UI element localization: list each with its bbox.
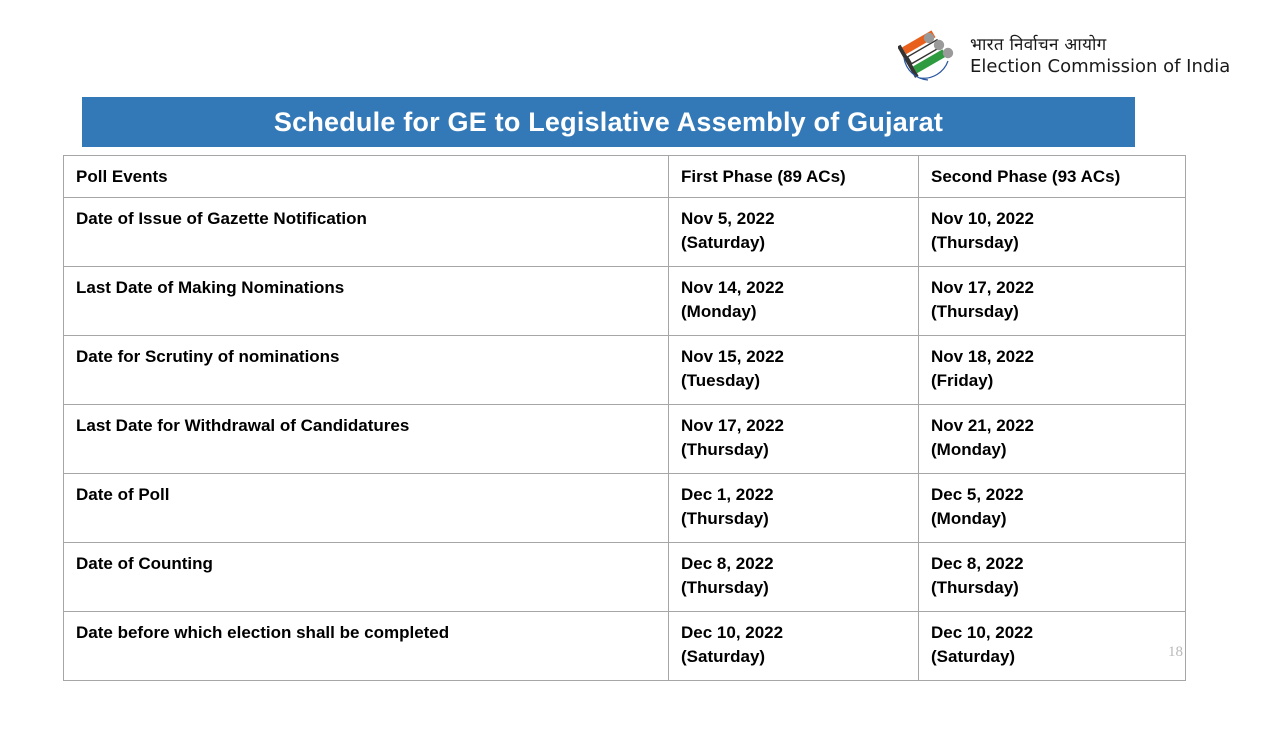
- slide-title: Schedule for GE to Legislative Assembly of Gujarat: [273, 106, 944, 137]
- table-row-date-of-poll: [64, 474, 1186, 543]
- eci-branding: [898, 28, 1230, 84]
- slide-title-banner: [82, 97, 1135, 147]
- cell-event: Last Date of Making Nominations: [64, 267, 669, 336]
- cell-first-phase: [669, 612, 919, 681]
- cell-weekday: (Thursday): [931, 301, 1019, 321]
- cell-event: Date of Poll: [64, 474, 669, 543]
- cell-second-phase: [919, 543, 1186, 612]
- cell-weekday: (Tuesday): [681, 370, 761, 390]
- cell-date: Nov 18, 2022: [931, 347, 1035, 367]
- cell-date: Nov 17, 2022: [931, 278, 1035, 298]
- eci-emblem-icon: [898, 28, 960, 84]
- cell-date: Dec 1, 2022: [681, 485, 774, 505]
- cell-date: Nov 15, 2022: [681, 347, 785, 367]
- cell-second-phase: [919, 267, 1186, 336]
- cell-weekday: (Thursday): [931, 577, 1019, 597]
- cell-weekday: (Monday): [931, 439, 1007, 459]
- cell-event: Date of Issue of Gazette Notification: [64, 198, 669, 267]
- cell-weekday: (Thursday): [681, 508, 769, 528]
- slide-page-number: 18: [1168, 644, 1183, 660]
- cell-date: Dec 8, 2022: [681, 554, 774, 574]
- cell-event: Date of Counting: [64, 543, 669, 612]
- eci-brand-text: [970, 35, 1230, 77]
- column-header-poll-events: Poll Events: [64, 156, 669, 198]
- cell-event: Date for Scrutiny of nominations: [64, 336, 669, 405]
- cell-second-phase: [919, 336, 1186, 405]
- cell-second-phase: [919, 405, 1186, 474]
- column-header-second-phase: Second Phase (93 ACs): [919, 156, 1186, 198]
- cell-second-phase: [919, 612, 1186, 681]
- table-row: [64, 543, 1186, 612]
- election-schedule-table: [63, 155, 1186, 681]
- cell-weekday: (Saturday): [931, 646, 1016, 666]
- table-row: [64, 267, 1186, 336]
- cell-date: Nov 14, 2022: [681, 278, 785, 298]
- cell-weekday: (Friday): [931, 370, 994, 390]
- cell-first-phase: [669, 198, 919, 267]
- cell-weekday: (Thursday): [681, 577, 769, 597]
- cell-weekday: (Monday): [681, 301, 757, 321]
- column-header-first-phase: First Phase (89 ACs): [669, 156, 919, 198]
- cell-date: Dec 10, 2022: [931, 623, 1034, 643]
- table-row: [64, 405, 1186, 474]
- cell-first-phase: [669, 405, 919, 474]
- cell-weekday: (Thursday): [931, 232, 1019, 252]
- cell-date: Nov 21, 2022: [931, 416, 1035, 436]
- table-header-row: [64, 156, 1186, 198]
- cell-date: Dec 10, 2022: [681, 623, 784, 643]
- cell-first-phase: [669, 474, 919, 543]
- table-row: [64, 336, 1186, 405]
- cell-weekday: (Saturday): [681, 232, 766, 252]
- cell-weekday: (Thursday): [681, 439, 769, 459]
- table-row: [64, 198, 1186, 267]
- cell-date: Dec 8, 2022: [931, 554, 1024, 574]
- cell-date: Nov 5, 2022: [681, 209, 775, 229]
- table-row: [64, 612, 1186, 681]
- cell-second-phase: [919, 198, 1186, 267]
- cell-weekday: (Saturday): [681, 646, 766, 666]
- cell-date: Nov 10, 2022: [931, 209, 1035, 229]
- cell-second-phase: [919, 474, 1186, 543]
- cell-first-phase: [669, 543, 919, 612]
- cell-date: Dec 5, 2022: [931, 485, 1024, 505]
- cell-date: Nov 17, 2022: [681, 416, 785, 436]
- cell-event: Date before which election shall be completed: [64, 612, 669, 681]
- cell-first-phase: [669, 336, 919, 405]
- eci-name-english: Election Commission of India: [970, 55, 1231, 77]
- cell-weekday: (Monday): [931, 508, 1007, 528]
- cell-first-phase: [669, 267, 919, 336]
- eci-name-hindi: भारत निर्वाचन आयोग: [970, 34, 1107, 55]
- cell-event: Last Date for Withdrawal of Candidatures: [64, 405, 669, 474]
